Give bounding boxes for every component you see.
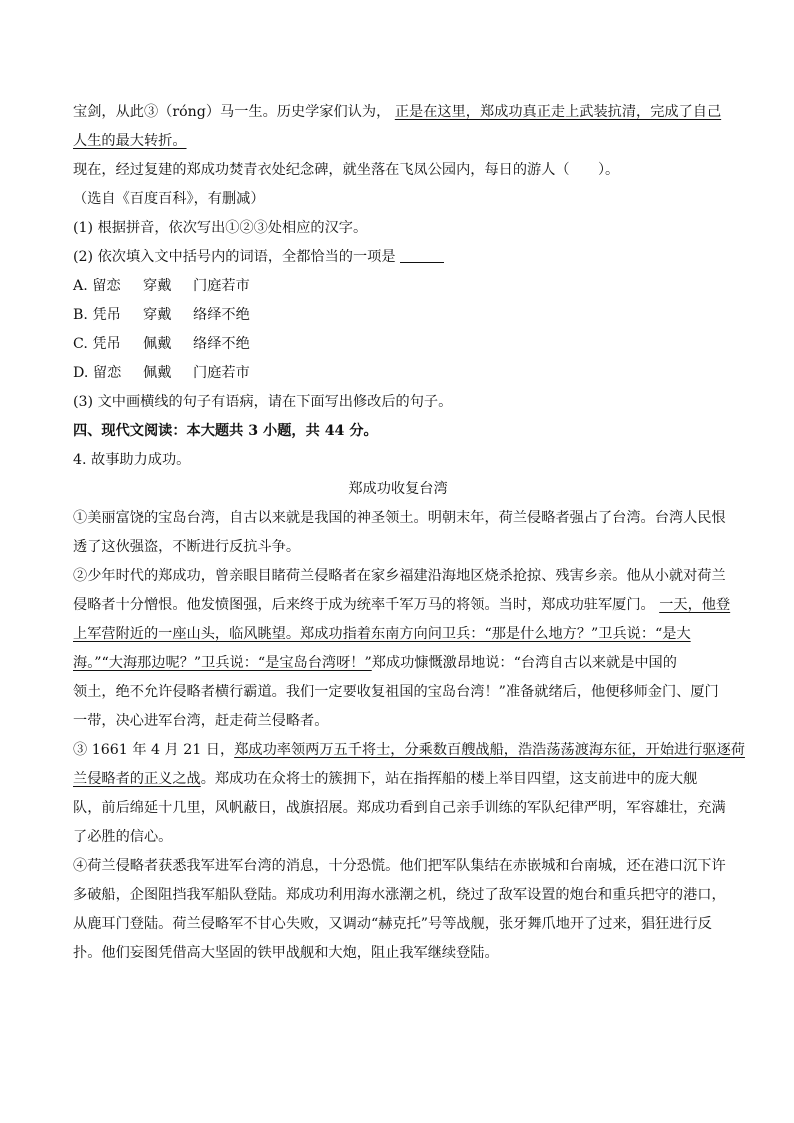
underlined-sentence: 郑成功率领两万五千将士，分乘数百艘战船，浩浩荡荡渡海东征，开始进行驱逐荷 — [234, 742, 745, 758]
text: 。郑成功在众将士的簇拥下，站在指挥船的楼上举目四望，这支前进中的庞大舰 — [200, 771, 698, 787]
paragraph-line: 一带，决心进军台湾，赶走荷兰侵略者。 — [73, 713, 329, 729]
option-word: 门庭若市 — [193, 365, 250, 381]
paragraph-line — [73, 591, 731, 620]
option-c — [73, 330, 723, 359]
paragraph-line: 了必胜的信心。 — [73, 829, 173, 845]
paragraph-line: 多破船，企图阻挡我军船队登陆。郑成功利用海水涨潮之机，绕过了敌军设置的炮台和重兵把守的港口， — [73, 887, 726, 903]
option-d — [73, 359, 723, 388]
paragraph-line: 领土，绝不允许侵略者横行霸道。我们一定要收复祖国的宝岛台湾！”准备就绪后，他便移师金门、厦门 — [73, 684, 719, 700]
underlined-sentence: 正是在这里，郑成功真正走上武装抗清，完成了自己 — [394, 104, 722, 120]
text: 郑成功慷慨激昂地说：“台湾自古以来就是中国的 — [371, 655, 677, 671]
paragraph-line — [73, 736, 745, 765]
option-word: 佩戴 — [143, 336, 172, 352]
item-heading: 4. 故事助力成功。 — [73, 452, 191, 468]
passage-line: 现在，经过复建的郑成功焚青衣处纪念碑，就坐落在飞凤公园内，每日的游人（ ）。 — [73, 162, 620, 178]
paragraph-line — [73, 620, 723, 649]
paragraph-line: ④荷兰侵略者获悉我军进军台湾的消息，十分恐慌。他们把军队集结在赤嵌城和台南城，还在港口沉下许 — [73, 858, 726, 874]
option-word: 络绎不绝 — [193, 307, 250, 323]
underlined-sentence: 人生的最大转折。 — [73, 133, 187, 149]
option-label: C. 凭吊 — [73, 336, 121, 352]
question-2 — [73, 243, 723, 272]
option-word: 佩戴 — [143, 365, 172, 381]
question-2-text: (2) 依次填入文中括号内的词语，全都恰当的一项是 — [73, 249, 396, 265]
paragraph-line: ①美丽富饶的宝岛台湾，自古以来就是我国的神圣领土。明朝末年，荷兰侵略者强占了台湾。台湾人民恨 — [73, 510, 726, 526]
option-a — [73, 272, 723, 301]
text: ③ 1661 年 4 月 21 日， — [73, 742, 235, 758]
question-1: (1) 根据拼音，依次写出①②③处相应的汉字。 — [73, 220, 368, 236]
document-content — [73, 98, 745, 968]
option-word: 络绎不绝 — [193, 336, 250, 352]
option-label: D. 留恋 — [73, 365, 122, 381]
option-label: B. 凭吊 — [73, 307, 121, 323]
paragraph-line: 透了这伙强盗，不断进行反抗斗争。 — [73, 539, 301, 555]
option-word: 穿戴 — [143, 307, 172, 323]
article-title: 郑成功收复台湾 — [348, 481, 448, 497]
source-note: （选自《百度百科》，有删减） — [73, 191, 265, 207]
option-word: 门庭若市 — [193, 278, 250, 294]
answer-blank — [400, 246, 444, 263]
text: 侵略者十分憎恨。他发愤图强，后来终于成为统率千军万马的将领。当时，郑成功驻军厦门。 — [73, 597, 655, 613]
paragraph-line: ②少年时代的郑成功，曾亲眼目睹荷兰侵略者在家乡福建沿海地区烧杀抢掠、残害乡亲。他从小就对荷兰 — [73, 568, 726, 584]
passage-line — [73, 127, 723, 156]
question-3: (3) 文中画横线的句子有语病，请在下面写出修改后的句子。 — [73, 394, 453, 410]
paragraph-line: 队，前后绵延十几里，风帆蔽日，战旗招展。郑成功看到自己亲手训练的军队纪律严明，军容雄壮，充满 — [73, 800, 726, 816]
underlined-sentence: 兰侵略者的正义之战 — [73, 771, 201, 787]
option-label: A. 留恋 — [73, 278, 121, 294]
passage-line — [73, 98, 723, 127]
underlined-sentence: 上军营附近的一座山头，临风眺望。郑成功指着东南方向问卫兵：“那是什么地方？”卫兵说：“是大 — [73, 626, 691, 642]
paragraph-line: 扑。他们妄图凭借高大坚固的铁甲战舰和大炮，阻止我军继续登陆。 — [73, 945, 499, 961]
underlined-sentence: 一天，他登 — [659, 597, 731, 613]
section-heading: 四、现代文阅读：本大题共 3 小题，共 44 分。 — [73, 423, 378, 439]
paragraph-line: 从鹿耳门登陆。荷兰侵略军不甘心失败，又调动“赫克托”号等战舰，张牙舞爪地开了过来，猖狂进行反 — [73, 916, 712, 932]
option-b — [73, 301, 723, 330]
paragraph-line — [73, 765, 723, 794]
paragraph-line — [73, 649, 723, 678]
underlined-sentence: 海。”“大海那边呢？”卫兵说：“是宝岛台湾呀！” — [73, 655, 372, 671]
option-word: 穿戴 — [143, 278, 172, 294]
text: 宝剑，从此③（róng）马一生。历史学家们认为， — [73, 104, 391, 120]
